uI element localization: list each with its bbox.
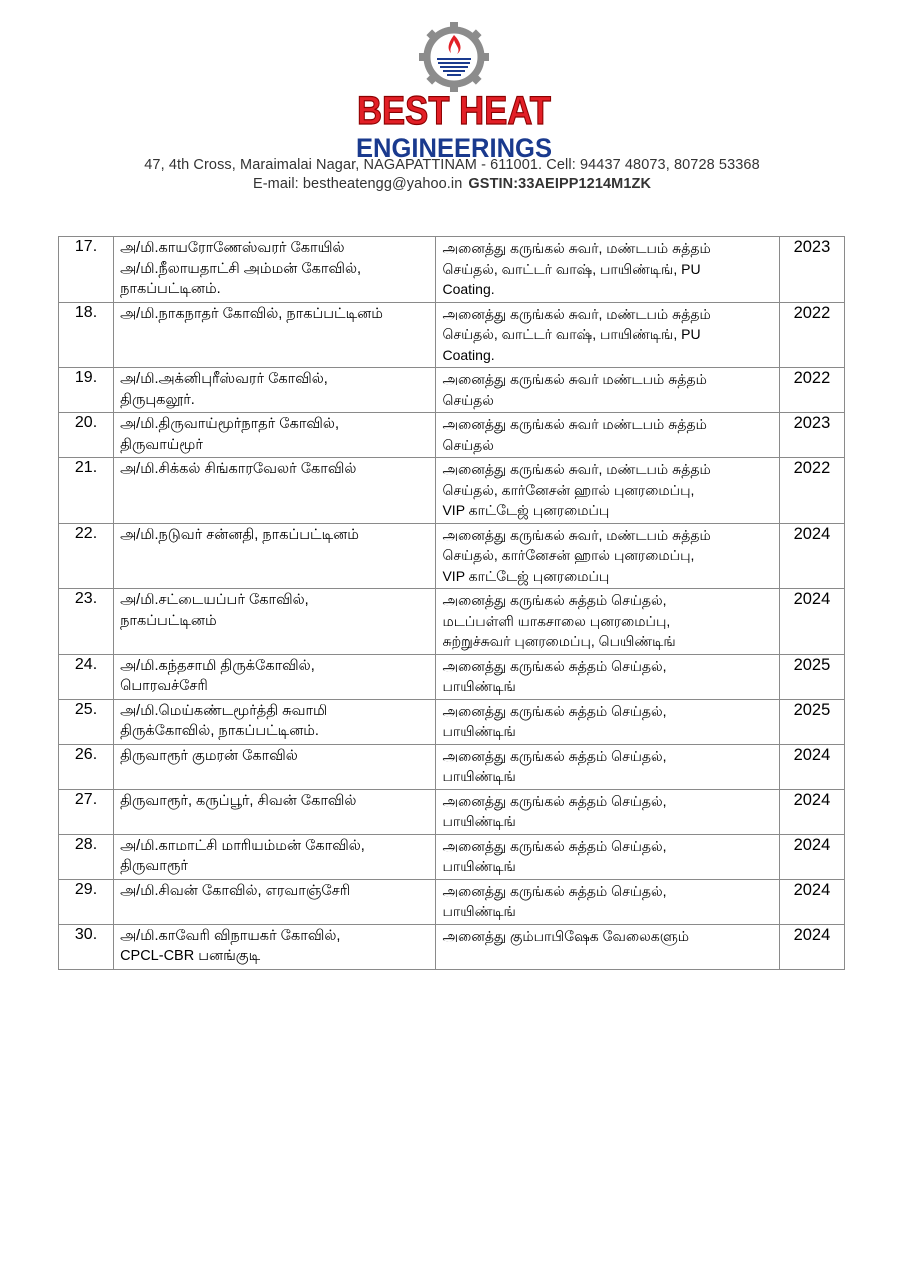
temple-name-line: அ/மி.கந்தசாமி திருக்கோவில், xyxy=(120,657,315,674)
temple-name xyxy=(114,302,436,368)
temple-name xyxy=(114,744,436,789)
table-row xyxy=(59,699,845,744)
letterhead xyxy=(0,0,904,200)
year: 2022 xyxy=(779,302,844,368)
serial-number: 27. xyxy=(59,789,114,834)
table-row xyxy=(59,302,845,368)
work-description-line: அனைத்து கருங்கல் சுத்தம் செய்தல், xyxy=(442,882,667,899)
work-description-line: அனைத்து கருங்கல் சுத்தம் செய்தல், xyxy=(442,657,667,674)
serial-number: 20. xyxy=(59,413,114,458)
work-description-line: பாயிண்டிங் xyxy=(442,813,516,829)
serial-number: 22. xyxy=(59,523,114,589)
work-description-line: Coating. xyxy=(442,346,495,363)
work-description xyxy=(436,589,779,655)
temple-name-line: அ/மி.காவேரி விநாயகர் கோவில், xyxy=(120,927,341,944)
work-description-line: அனைத்து கருங்கல் சுத்தம் செய்தல், xyxy=(442,702,667,719)
work-description-line: செய்தல், வாட்டர் வாஷ், பாயிண்டிங், PU xyxy=(442,260,701,277)
year: 2022 xyxy=(779,458,844,524)
company-name-best-heat xyxy=(354,86,554,132)
gear-flame-icon xyxy=(419,22,489,92)
work-description xyxy=(436,924,779,969)
work-description-line: பாயிண்டிங் xyxy=(442,858,516,874)
serial-number: 26. xyxy=(59,744,114,789)
temple-name-line: CPCL-CBR பனங்குடி xyxy=(120,948,261,964)
serial-number: 19. xyxy=(59,368,114,413)
temple-name xyxy=(114,654,436,699)
work-description-line: அனைத்து கருங்கல் சுவர், மண்டபம் சுத்தம் xyxy=(442,305,711,322)
temple-name-line: அ/மி.காயரோணேஸ்வரர் கோயில் xyxy=(120,240,345,256)
work-description-line: செய்தல், கார்னேசன் ஹால் புனரமைப்பு, xyxy=(442,547,695,563)
temple-name xyxy=(114,368,436,413)
work-description-line: VIP காட்டேஜ் புனரமைப்பு xyxy=(442,567,610,584)
work-description-line: அனைத்து கருங்கல் சுவர், மண்டபம் சுத்தம் xyxy=(442,461,711,477)
work-description xyxy=(436,368,779,413)
work-description-line: சுற்றுச்சுவர் புனரமைப்பு, பெயிண்டிங் xyxy=(442,633,676,649)
work-description xyxy=(436,413,779,458)
work-description-line: அனைத்து கருங்கல் சுவர் மண்டபம் சுத்தம் xyxy=(442,416,707,432)
serial-number: 28. xyxy=(59,834,114,879)
year: 2024 xyxy=(779,789,844,834)
table-row xyxy=(59,237,845,303)
temple-name-line: திருவாய்மூர் xyxy=(120,436,203,453)
temple-name xyxy=(114,834,436,879)
temple-name-line: நாகப்பட்டினம் xyxy=(120,612,217,629)
year: 2025 xyxy=(779,699,844,744)
temple-name-line: அ/மி.நீலாயதாட்சி அம்மன் கோவில், xyxy=(120,260,362,277)
table-row xyxy=(59,654,845,699)
work-description-line: அனைத்து கருங்கல் சுவர், மண்டபம் சுத்தம் xyxy=(442,526,711,543)
year: 2024 xyxy=(779,924,844,969)
work-description xyxy=(436,699,779,744)
work-description-line: செய்தல் xyxy=(442,391,494,408)
year: 2022 xyxy=(779,368,844,413)
temple-name-line: அ/மி.திருவாய்மூர்நாதர் கோவில், xyxy=(120,416,339,432)
work-description xyxy=(436,654,779,699)
temple-name xyxy=(114,413,436,458)
serial-number: 30. xyxy=(59,924,114,969)
table-row xyxy=(59,413,845,458)
work-description-line: அனைத்து கும்பாபிஷேக வேலைகளும் xyxy=(442,927,690,944)
temple-name xyxy=(114,589,436,655)
table-row xyxy=(59,523,845,589)
temple-name-line: அ/மி.மெய்கண்டமூர்த்தி சுவாமி xyxy=(120,702,328,719)
temple-name-line: அ/மி.சிக்கல் சிங்காரவேலர் கோவில் xyxy=(120,461,357,477)
company-gstin: GSTIN:33AEIPP1214M1ZK xyxy=(468,176,652,192)
table-row xyxy=(59,789,845,834)
year: 2024 xyxy=(779,879,844,924)
table-row xyxy=(59,458,845,524)
year: 2024 xyxy=(779,834,844,879)
temple-name xyxy=(114,458,436,524)
temple-name-line: பொரவச்சேரி xyxy=(120,678,208,694)
work-description-line: பாயிண்டிங் xyxy=(442,723,516,739)
svg-text:BEST HEAT: BEST HEAT xyxy=(357,89,551,133)
year: 2024 xyxy=(779,744,844,789)
temple-name-line: அ/மி.அக்னிபுரீஸ்வரர் கோவில், xyxy=(120,371,328,387)
work-description-line: பாயிண்டிங் xyxy=(442,768,516,784)
company-address: 47, 4th Cross, Maraimalai Nagar, NAGAPATTINAM - 611001. Cell: 94437 48073, 80728 53368 xyxy=(144,157,760,173)
work-description-line: செய்தல், கார்னேசன் ஹால் புனரமைப்பு, xyxy=(442,481,695,498)
work-description-line: பாயிண்டிங் xyxy=(442,903,516,919)
work-description-line: அனைத்து கருங்கல் சுத்தம் செய்தல், xyxy=(442,837,667,854)
work-description-line: செய்தல் xyxy=(442,436,494,453)
temple-name-line: திருக்கோவில், நாகப்பட்டினம். xyxy=(120,723,319,739)
table-row xyxy=(59,834,845,879)
table-row xyxy=(59,879,845,924)
temple-name-line: திருவாரூர் xyxy=(120,858,189,874)
serial-number: 25. xyxy=(59,699,114,744)
serial-number: 18. xyxy=(59,302,114,368)
company-email: E-mail: bestheatengg@yahoo.in xyxy=(252,176,463,192)
temple-name-line: அ/மி.நாகநாதர் கோவில், நாகப்பட்டினம் xyxy=(120,305,383,322)
work-description-line: செய்தல், வாட்டர் வாஷ், பாயிண்டிங், PU xyxy=(442,326,701,342)
serial-number: 23. xyxy=(59,589,114,655)
year: 2023 xyxy=(779,237,844,303)
table-row xyxy=(59,744,845,789)
year: 2024 xyxy=(779,523,844,589)
works-table xyxy=(58,236,845,970)
temple-name xyxy=(114,523,436,589)
temple-name xyxy=(114,789,436,834)
work-description xyxy=(436,744,779,789)
work-description xyxy=(436,523,779,589)
work-description-line: அனைத்து கருங்கல் சுத்தம் செய்தல், xyxy=(442,792,667,809)
svg-text:ENGINEERINGS: ENGINEERINGS xyxy=(356,133,552,163)
temple-name xyxy=(114,924,436,969)
temple-name-line: நாகப்பட்டினம். xyxy=(120,281,221,297)
work-description xyxy=(436,789,779,834)
work-description-line: அனைத்து கருங்கல் சுத்தம் செய்தல், xyxy=(442,592,667,608)
serial-number: 24. xyxy=(59,654,114,699)
work-description xyxy=(436,302,779,368)
work-description-line: மடப்பள்ளி யாகசாலை புனரமைப்பு, xyxy=(442,612,671,629)
table-row xyxy=(59,924,845,969)
work-description xyxy=(436,879,779,924)
temple-name-line: அ/மி.நடுவர் சன்னதி, நாகப்பட்டினம் xyxy=(120,526,359,543)
serial-number: 17. xyxy=(59,237,114,303)
work-description xyxy=(436,834,779,879)
temple-name-line: திருபுகலூர். xyxy=(120,391,195,408)
temple-name-line: அ/மி.காமாட்சி மாரியம்மன் கோவில், xyxy=(120,837,365,854)
work-description xyxy=(436,458,779,524)
serial-number: 21. xyxy=(59,458,114,524)
work-description-line: அனைத்து கருங்கல் சுத்தம் செய்தல், xyxy=(442,747,667,764)
work-description-line: VIP காட்டேஜ் புனரமைப்பு xyxy=(442,502,610,518)
table-row xyxy=(59,368,845,413)
temple-name-line: திருவாரூர், கருப்பூர், சிவன் கோவில் xyxy=(120,792,357,809)
temple-name-line: அ/மி.சட்டையப்பர் கோவில், xyxy=(120,592,309,608)
temple-name-line: அ/மி.சிவன் கோவில், எரவாஞ்சேரி xyxy=(120,882,351,899)
table-row xyxy=(59,589,845,655)
company-contact xyxy=(0,176,904,192)
company-logo xyxy=(354,20,554,163)
work-description-line: பாயிண்டிங் xyxy=(442,678,516,694)
work-description xyxy=(436,237,779,303)
temple-name xyxy=(114,879,436,924)
year: 2024 xyxy=(779,589,844,655)
work-description-line: அனைத்து கருங்கல் சுவர், மண்டபம் சுத்தம் xyxy=(442,240,711,256)
serial-number: 29. xyxy=(59,879,114,924)
temple-name-line: திருவாரூர் குமரன் கோவில் xyxy=(120,747,298,764)
temple-name xyxy=(114,237,436,303)
temple-name xyxy=(114,699,436,744)
work-description-line: அனைத்து கருங்கல் சுவர் மண்டபம் சுத்தம் xyxy=(442,371,707,387)
works-table-body xyxy=(59,237,845,970)
year: 2025 xyxy=(779,654,844,699)
year: 2023 xyxy=(779,413,844,458)
work-description-line: Coating. xyxy=(442,281,495,297)
